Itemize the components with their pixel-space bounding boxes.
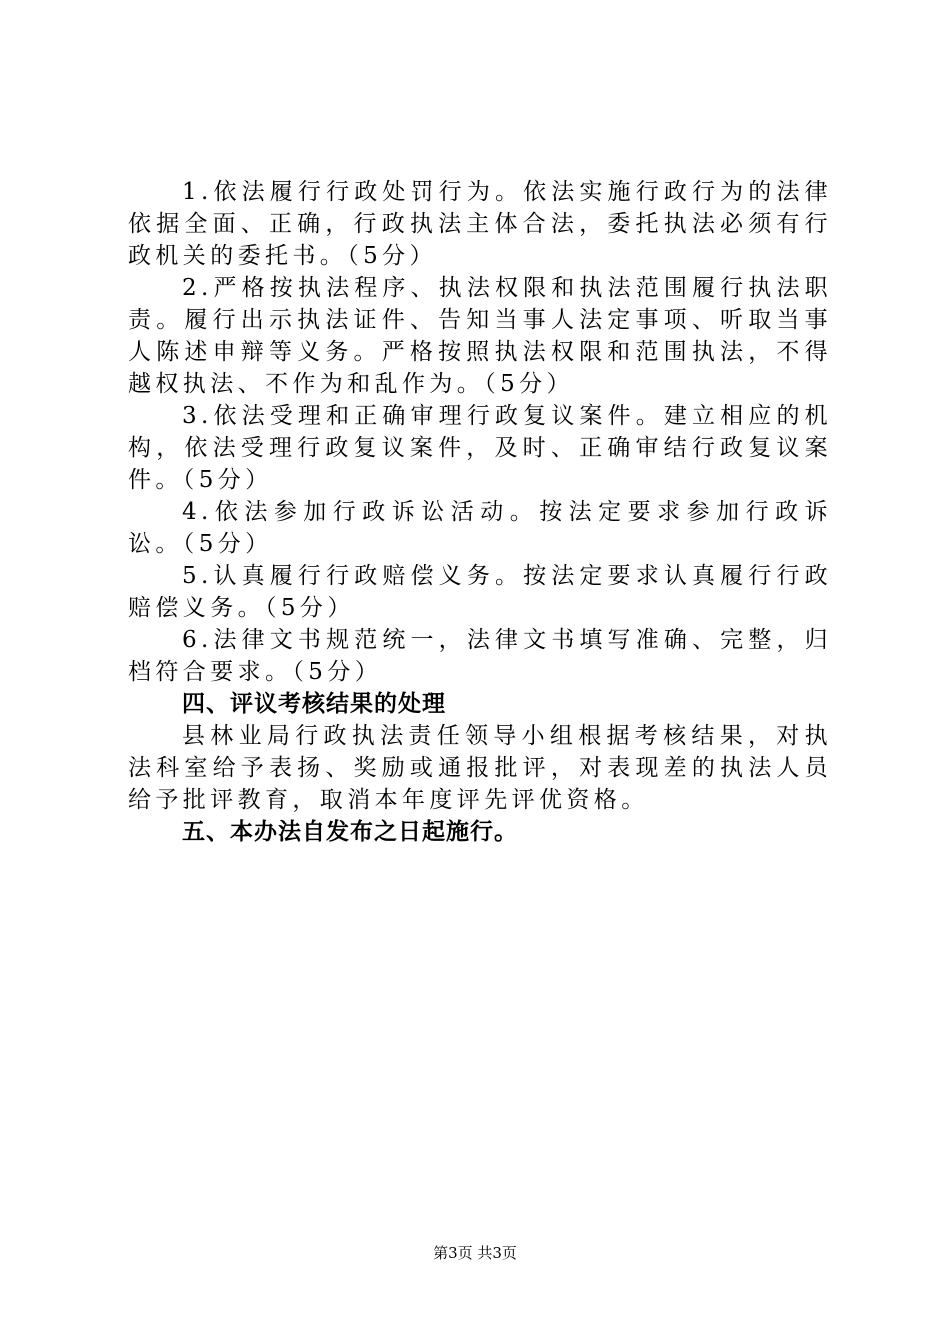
section-body-4: 县林业局行政执法责任领导小组根据考核结果，对执法科室给予表扬、奖励或通报批评，对表现差的执法人员给予批评教育，取消本年度评先评优资格。	[128, 723, 832, 813]
list-item-1: 1.依法履行行政处罚行为。依法实施行政行为的法律依据全面、正确，行政执法主体合法，委托执法必须有行政机关的委托书。（5分）	[128, 179, 832, 269]
list-item-3: 3.依法受理和正确审理行政复议案件。建立相应的机构，依法受理行政复议案件，及时、正确审结行政复议案件。（5分）	[128, 403, 832, 493]
document-body	[128, 176, 832, 848]
page-number-footer: 第3页 共3页	[433, 1244, 517, 1262]
list-item-4: 4.依法参加行政诉讼活动。按法定要求参加行政诉讼。（5分）	[128, 499, 832, 557]
list-item-6: 6.法律文书规范统一，法律文书填写准确、完整，归档符合要求。（5分）	[128, 627, 832, 685]
list-item-2: 2.严格按执法程序、执法权限和执法范围履行执法职责。履行出示执法证件、告知当事人法定事项、听取当事人陈述申辩等义务。严格按照执法权限和范围执法，不得越权执法、不作为和乱作为。（5分）	[128, 275, 832, 397]
section-heading-5: 五、本办法自发布之日起施行。	[182, 819, 518, 845]
list-item-5: 5.认真履行行政赔偿义务。按法定要求认真履行行政赔偿义务。（5分）	[128, 563, 832, 621]
section-heading-4: 四、评议考核结果的处理	[182, 691, 446, 717]
